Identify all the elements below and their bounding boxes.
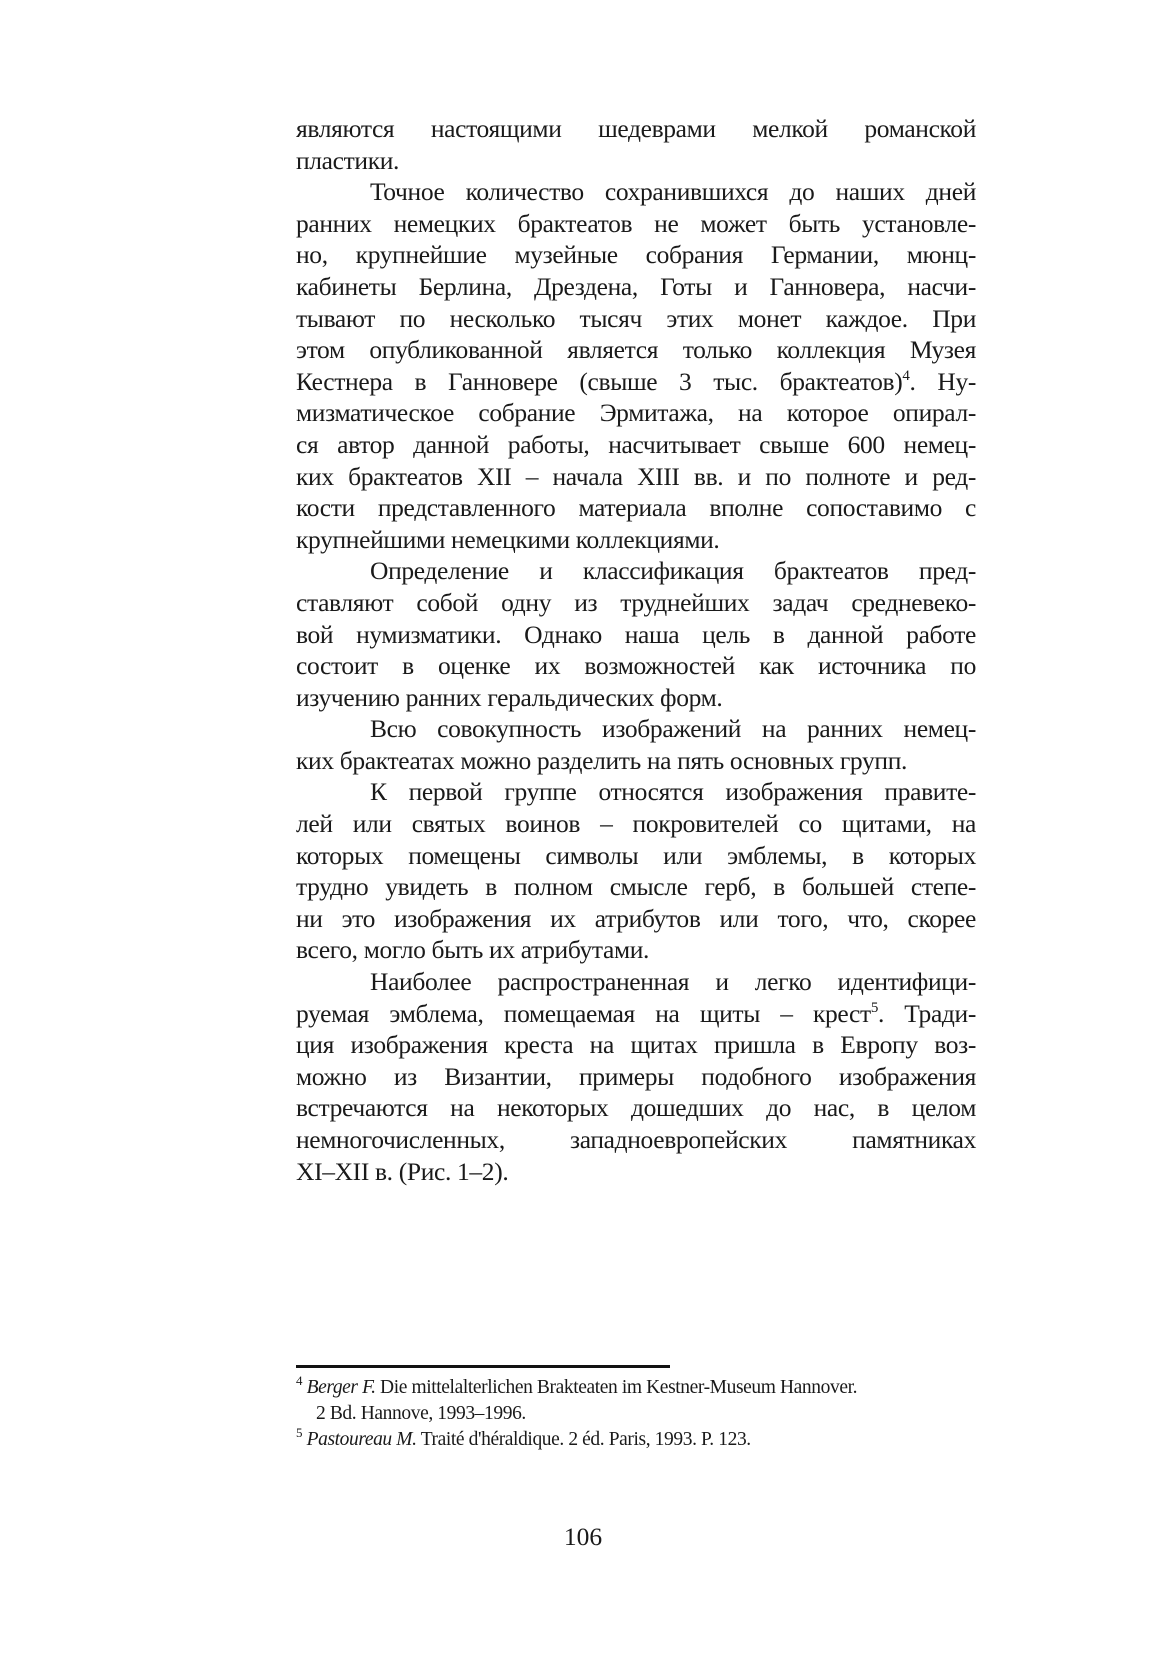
text-line — [296, 1124, 976, 1156]
text-line-content: вой нумизматики. Однако наша цель в данной работе — [296, 619, 976, 649]
text-line — [296, 524, 976, 556]
text-line — [296, 619, 976, 651]
text-line — [296, 966, 976, 998]
text-line — [296, 776, 976, 808]
text-line-content: этом опубликованной является только коллекция Музея — [296, 335, 976, 365]
text-line — [296, 1029, 976, 1061]
text-line — [296, 1061, 976, 1093]
text-line — [296, 682, 976, 714]
text-line-content: . Ну- — [909, 366, 976, 396]
text-line-content: ранних немецких брактеатов не может быть установле- — [296, 208, 976, 238]
text-line-content: ких брактеатов XII – начала XIII вв. и по полноте и ред- — [296, 461, 976, 491]
page-number: 106 — [563, 1522, 603, 1551]
text-line — [296, 429, 976, 461]
text-line-content: тывают по несколько тысяч этих монет каждое. При — [296, 303, 976, 333]
footnote-number: 5 — [296, 1425, 303, 1440]
text-line — [296, 1092, 976, 1124]
text-line-content: встречаются на некоторых дошедших до нас, в целом — [296, 1093, 976, 1123]
text-line — [296, 713, 976, 745]
text-line-content: ких брактеатах можно разделить на пять основных групп. — [296, 745, 908, 775]
text-line-content: крупнейшими немецкими коллекциями. — [296, 524, 720, 554]
text-line-content: которых помещены символы или эмблемы, в которых — [296, 840, 976, 870]
footnote-ref: 4 — [902, 367, 910, 384]
text-line — [296, 871, 976, 903]
text-line-content: кабинеты Берлина, Дрездена, Готы и Ганновера, насчи- — [296, 271, 976, 301]
text-line-content: . Тради- — [877, 998, 976, 1028]
text-line-content: ция изображения креста на щитах пришла в Европу воз- — [296, 1030, 976, 1060]
text-line-content: трудно увидеть в полном смысле герб, в большей степе- — [296, 872, 976, 902]
text-line — [296, 303, 976, 335]
text-line-content: кости представленного материала вполне сопоставимо с — [296, 493, 976, 523]
text-line-content: пластики. — [296, 145, 400, 175]
footnote-separator — [296, 1365, 670, 1368]
footnote-number: 4 — [296, 1373, 303, 1388]
text-line — [296, 461, 976, 493]
main-text — [296, 113, 976, 1187]
footnote-4-continuation: 2 Bd. Hannove, 1993–1996. — [316, 1403, 526, 1424]
footnotes — [296, 1375, 976, 1453]
text-line — [296, 334, 976, 366]
text-line-content: ся автор данной работы, насчитывает свыше 600 немец- — [296, 429, 976, 459]
footnote-text: Die mittelalterlichen Brakteaten im Kestner-Museum Hannover. — [375, 1377, 858, 1398]
text-line — [296, 176, 976, 208]
text-line-content: К первой группе относятся изображения правите- — [370, 777, 976, 807]
footnote-ref: 5 — [870, 999, 878, 1016]
text-line-content: Всю совокупность изображений на ранних немец- — [370, 714, 976, 744]
text-line — [296, 587, 976, 619]
text-line — [296, 998, 976, 1030]
text-line-content: лей или святых воинов – покровителей со щитами, на — [296, 809, 976, 839]
text-line-content: Точное количество сохранившихся до наших дней — [370, 177, 976, 207]
text-line — [296, 145, 976, 177]
text-line-content: Кестнера в Ганновере (свыше 3 тыс. брактеатов) — [296, 366, 903, 396]
text-line-content: состоит в оценке их возможностей как источника по — [296, 651, 976, 681]
text-line — [296, 113, 976, 145]
text-line — [296, 492, 976, 524]
text-line-content: Определение и классификация брактеатов пред- — [370, 556, 976, 586]
footnote-5 — [296, 1427, 976, 1453]
text-line — [296, 271, 976, 303]
text-line-content: немногочисленных, западноевропейских памятниках — [296, 1125, 976, 1154]
footnote-4 — [296, 1375, 976, 1401]
text-line-content: Наиболее распространенная и легко идентифици- — [370, 967, 976, 997]
text-line — [296, 903, 976, 935]
text-line-content: ставляют собой одну из труднейших задач средневеко- — [296, 587, 976, 617]
text-line-content: XI–XII в. (Рис. 1–2). — [296, 1156, 509, 1186]
text-line-content: мизматическое собрание Эрмитажа, на которое опирал- — [296, 398, 976, 428]
text-line-content: являются настоящими шедеврами мелкой романской — [296, 114, 976, 143]
footnote-author: Pastoureau M. — [306, 1429, 417, 1450]
text-line-content: руемая эмблема, помещаемая на щиты – крест — [296, 998, 871, 1028]
text-line — [296, 650, 976, 682]
text-line — [296, 934, 976, 966]
text-line-content: ни это изображения их атрибутов или того, что, скорее — [296, 903, 976, 933]
text-line — [296, 745, 976, 777]
text-line-content: можно из Византии, примеры подобного изображения — [296, 1061, 976, 1091]
text-line — [296, 239, 976, 271]
text-line-content: но, крупнейшие музейные собрания Германии, мюнц- — [296, 240, 976, 270]
text-line — [296, 808, 976, 840]
footnote-text: Traité d'héraldique. 2 éd. Paris, 1993. P. 123. — [416, 1429, 751, 1450]
text-line — [296, 208, 976, 240]
text-line — [296, 397, 976, 429]
footnote-author: Berger F. — [306, 1377, 376, 1398]
text-line-content: изучению ранних геральдических форм. — [296, 682, 723, 712]
text-line — [296, 366, 976, 398]
text-line — [296, 840, 976, 872]
text-line-content: всего, могло быть их атрибутами. — [296, 935, 650, 965]
text-line — [296, 1156, 976, 1188]
text-line — [296, 555, 976, 587]
